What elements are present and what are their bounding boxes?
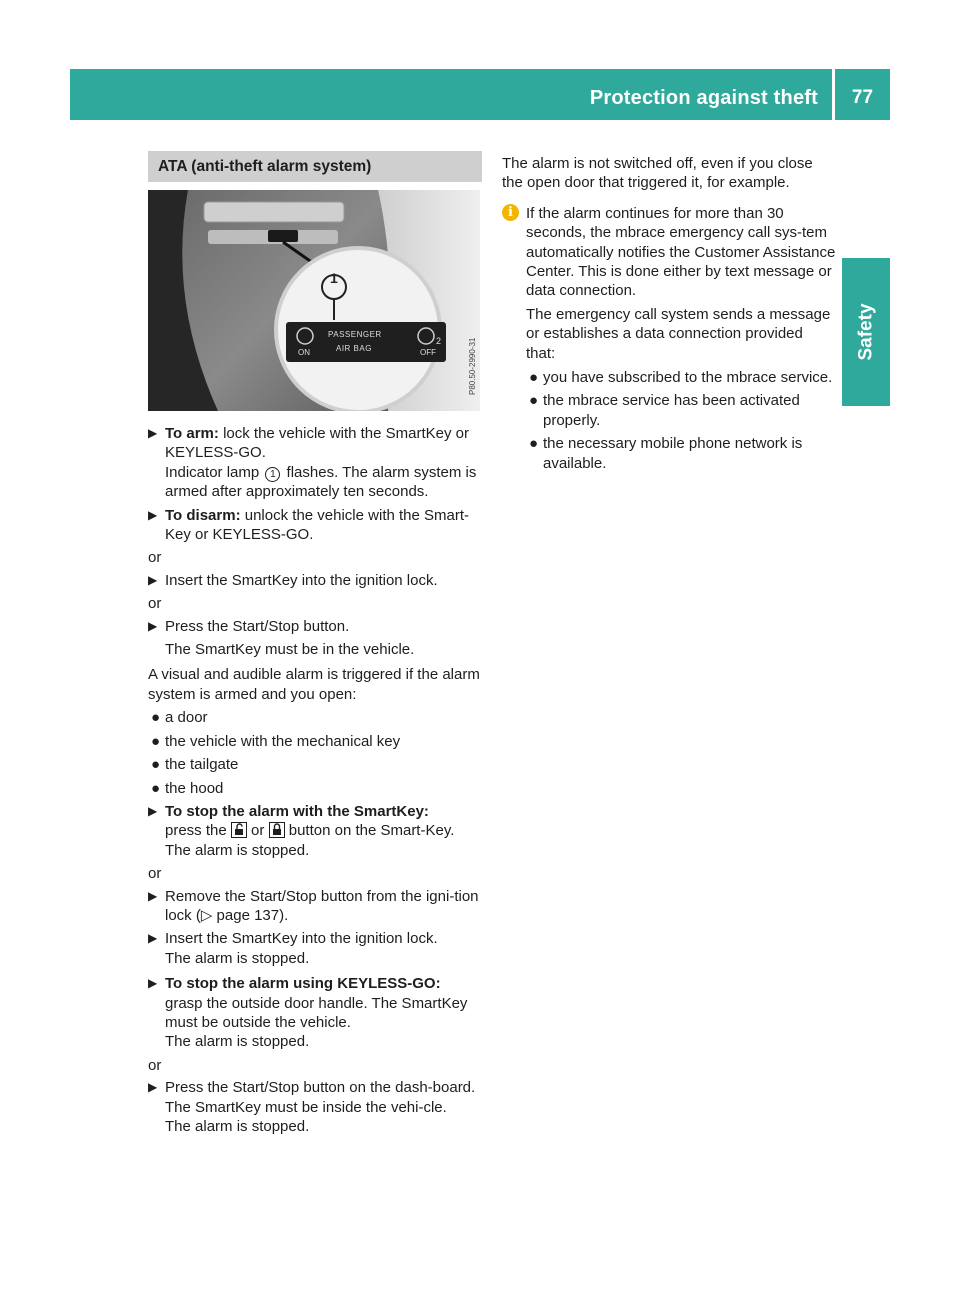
page-number: 77 — [851, 87, 874, 108]
figure-code: P80.50-2990-31 — [468, 337, 477, 395]
list-item: ● the necessary mobile phone network is available. — [529, 435, 803, 472]
instruction-arrow-icon: ▶ — [148, 1080, 158, 1095]
instruction-press-2 — [148, 1078, 482, 1136]
left-column — [148, 151, 482, 1140]
list-item: ● a door — [151, 709, 208, 727]
right-column — [502, 154, 836, 477]
unlock-icon — [231, 822, 247, 838]
or-text: or — [148, 595, 162, 613]
instruction-arrow-icon: ▶ — [148, 507, 158, 522]
list-item: ● the tailgate — [151, 756, 239, 774]
list-item-text: the tailgate — [165, 756, 239, 774]
list-item-text: a door — [165, 709, 208, 727]
ref-number: 1 — [265, 467, 280, 482]
instruction-arrow-icon: ▶ — [148, 888, 158, 903]
figure-label-on: ON — [298, 348, 310, 357]
list-item-text: the necessary mobile phone network is available. — [543, 435, 803, 472]
figure-label-passenger: PASSENGER — [328, 330, 382, 339]
instruction-arrow-icon: ▶ — [148, 976, 158, 991]
stop-smartkey-or: or — [246, 822, 269, 840]
stop-smartkey-a: press the — [165, 822, 231, 840]
stop-smartkey-b: button on the Smart-Key. — [284, 822, 455, 840]
instruction-stop-keyless — [148, 974, 482, 1052]
lock-icon — [269, 822, 285, 838]
figure-label-airbag: AIR BAG — [336, 344, 372, 353]
press2-result: The alarm is stopped. — [165, 1118, 310, 1135]
info-text-2: The emergency call system sends a message or establishes a data connection provided that: — [526, 305, 831, 362]
list-item: ● the mbrace service has been activated properly. — [529, 392, 800, 429]
arm-lead: To arm: — [165, 425, 219, 442]
instruction-remove — [148, 887, 482, 926]
page-ref-icon: ▷ — [200, 906, 213, 924]
stop-smartkey-result: The alarm is stopped. — [165, 841, 310, 859]
insert2-result: The alarm is stopped. — [165, 949, 310, 967]
disarm-text: unlock the vehicle with the Smart-Key or KEYLESS-GO. — [165, 506, 470, 544]
alarm-trigger-text: A visual and audible alarm is triggered if the alarm system is armed and you open: — [148, 666, 480, 703]
console-figure — [148, 190, 480, 411]
list-item-text: the hood — [165, 779, 224, 797]
arm-text: lock the vehicle with the SmartKey or KEYLESS-GO. — [165, 425, 470, 462]
figure-label-off: OFF — [420, 348, 436, 357]
or-text: or — [148, 865, 162, 883]
instruction-stop-smartkey — [148, 802, 482, 860]
instruction-disarm — [148, 506, 482, 545]
figure-label-2: 2 — [436, 336, 442, 346]
list-item: ● the vehicle with the mechanical key — [151, 732, 401, 750]
list-item: ● the hood — [151, 779, 224, 797]
arm-line2b: flashes. The alarm system is armed after approximately ten seconds. — [165, 463, 477, 501]
press-note: The SmartKey must be in the vehicle. — [165, 641, 415, 659]
instruction-arm — [148, 424, 482, 502]
section-tab[interactable] — [842, 258, 890, 406]
page-header — [70, 69, 890, 120]
stop-smartkey-lead: To stop the alarm with the SmartKey: — [165, 802, 429, 820]
press-text: Press the Start/Stop button. — [165, 617, 350, 635]
list-item-text: you have subscribed to the mbrace service. — [543, 369, 833, 387]
chapter-title: Protection against theft — [589, 87, 818, 109]
info-note — [502, 204, 836, 473]
disarm-lead: To disarm: — [165, 506, 241, 524]
insert-text: Insert the SmartKey into the ignition lock. — [165, 571, 438, 589]
callout-number: 1 — [330, 270, 338, 286]
instruction-insert — [148, 571, 482, 590]
stop-keyless-lead: To stop the alarm using KEYLESS-GO: — [165, 975, 441, 993]
instruction-arrow-icon: ▶ — [148, 931, 158, 946]
list-item-text: the mbrace service has been activated properly. — [543, 392, 800, 429]
page-ref-link[interactable]: page 137). — [212, 906, 289, 924]
arm-line2a: Indicator lamp — [165, 463, 264, 481]
list-item: ● you have subscribed to the mbrace service. — [529, 369, 833, 387]
stop-keyless-result: The alarm is stopped. — [165, 1033, 310, 1051]
section-tab-label: Safety — [855, 303, 877, 361]
press2-text: Press the Start/Stop button on the dash-board. The SmartKey must be inside the vehi-cle. — [165, 1079, 476, 1116]
or-text: or — [148, 1056, 162, 1074]
instruction-insert-2 — [148, 929, 482, 968]
remove-text-a: Remove the Start/Stop button from the igni-tion lock ( — [165, 887, 479, 924]
intro-text: The alarm is not switched off, even if you close the open door that triggered it, for example. — [502, 155, 813, 192]
list-item-text: the vehicle with the mechanical key — [165, 732, 401, 750]
insert2-text: Insert the SmartKey into the ignition lock. — [165, 930, 438, 948]
info-icon: i — [502, 204, 519, 221]
instruction-arrow-icon: ▶ — [148, 618, 158, 633]
instruction-arrow-icon: ▶ — [148, 803, 158, 818]
or-text: or — [148, 549, 162, 567]
section-heading: ATA (anti-theft alarm system) — [148, 151, 482, 182]
instruction-arrow-icon: ▶ — [148, 426, 158, 440]
info-text-1: If the alarm continues for more than 30 seconds, the mbrace emergency call sys-tem automatically notifies the Customer Assistance Center. This is done either by text message or data connection. — [526, 204, 836, 300]
instruction-arrow-icon: ▶ — [148, 572, 158, 587]
stop-keyless-text: grasp the outside door handle. The SmartKey must be outside the vehicle. — [165, 994, 468, 1031]
instruction-press — [148, 617, 482, 636]
console-illustration — [148, 190, 480, 411]
